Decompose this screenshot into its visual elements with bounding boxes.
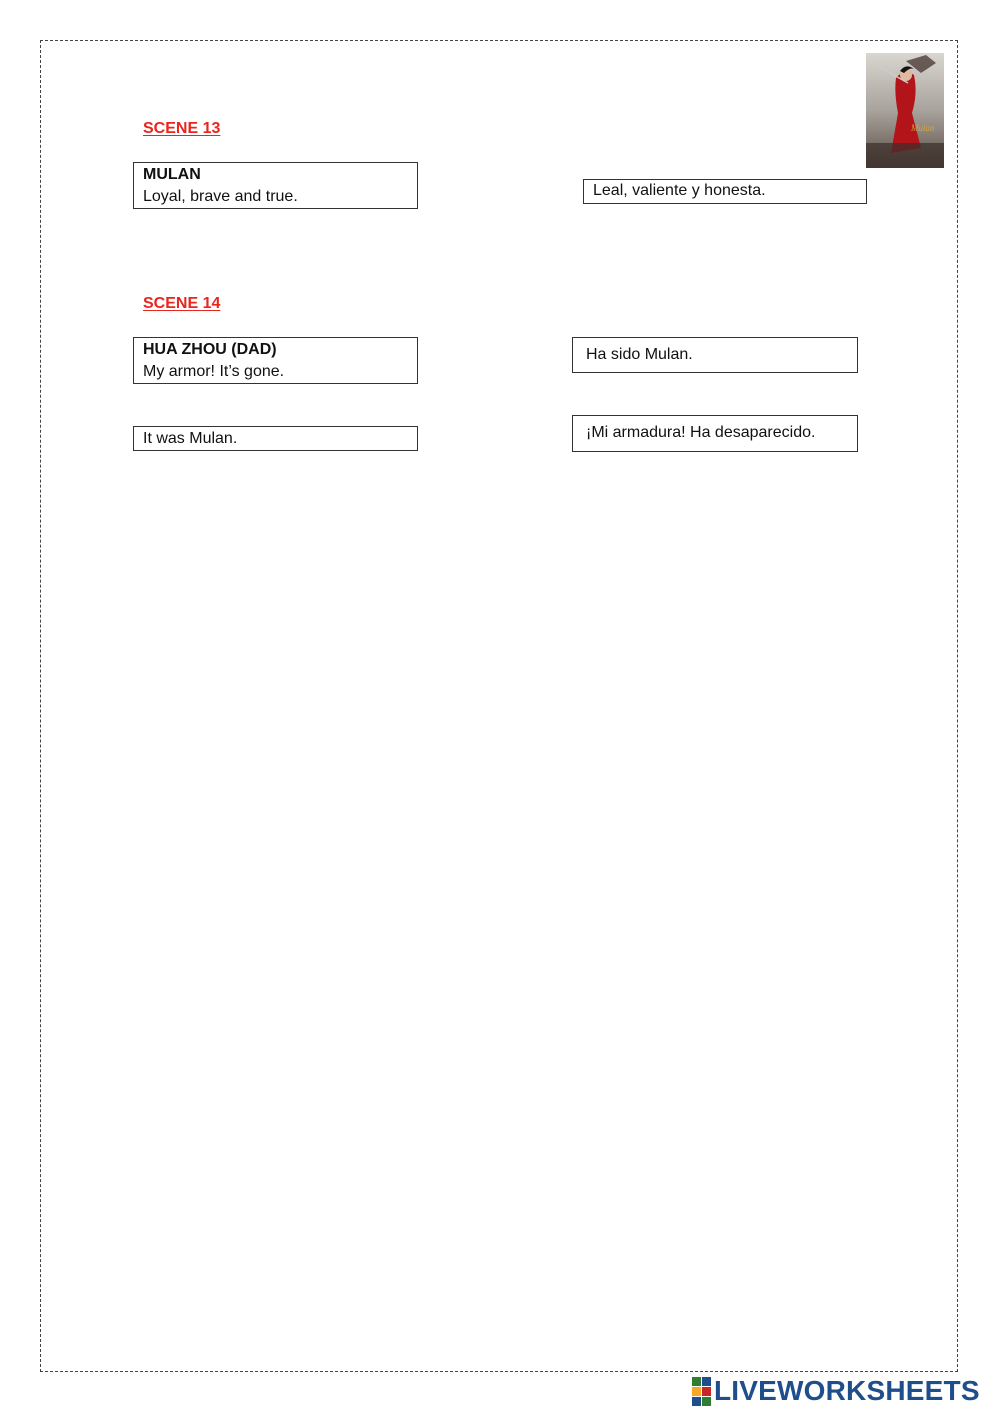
mulan-dialogue-box[interactable] [133,162,418,209]
translation-line: Ha sido Mulan. [586,346,693,363]
translation-box-armadura[interactable] [572,415,858,452]
logo-blocks-icon [692,1377,711,1406]
dialogue-line: Loyal, brave and true. [143,188,298,205]
scene-14-title: SCENE 14 [143,295,221,312]
dad-dialogue-box[interactable] [133,337,418,384]
page-border [40,40,958,1372]
speaker-name: HUA ZHOU (DAD) [143,341,277,358]
poster-illustration [866,53,944,168]
poster-title: Mulan [911,123,935,133]
liveworksheets-logo[interactable] [692,1376,980,1406]
translation-box-ha-sido[interactable] [572,337,858,373]
translation-line: Leal, valiente y honesta. [593,182,766,199]
translation-box-leal[interactable] [583,179,867,204]
answer-box-it-was[interactable] [133,426,418,451]
logo-wordmark: LIVEWORKSHEETS [714,1375,980,1406]
scene-13-title: SCENE 13 [143,120,221,137]
mulan-poster-image [866,53,944,168]
dialogue-line: My armor! It’s gone. [143,363,285,380]
dialogue-line: It was Mulan. [143,430,238,447]
speaker-name: MULAN [143,166,201,183]
translation-line: ¡Mi armadura! Ha desaparecido. [586,424,816,441]
